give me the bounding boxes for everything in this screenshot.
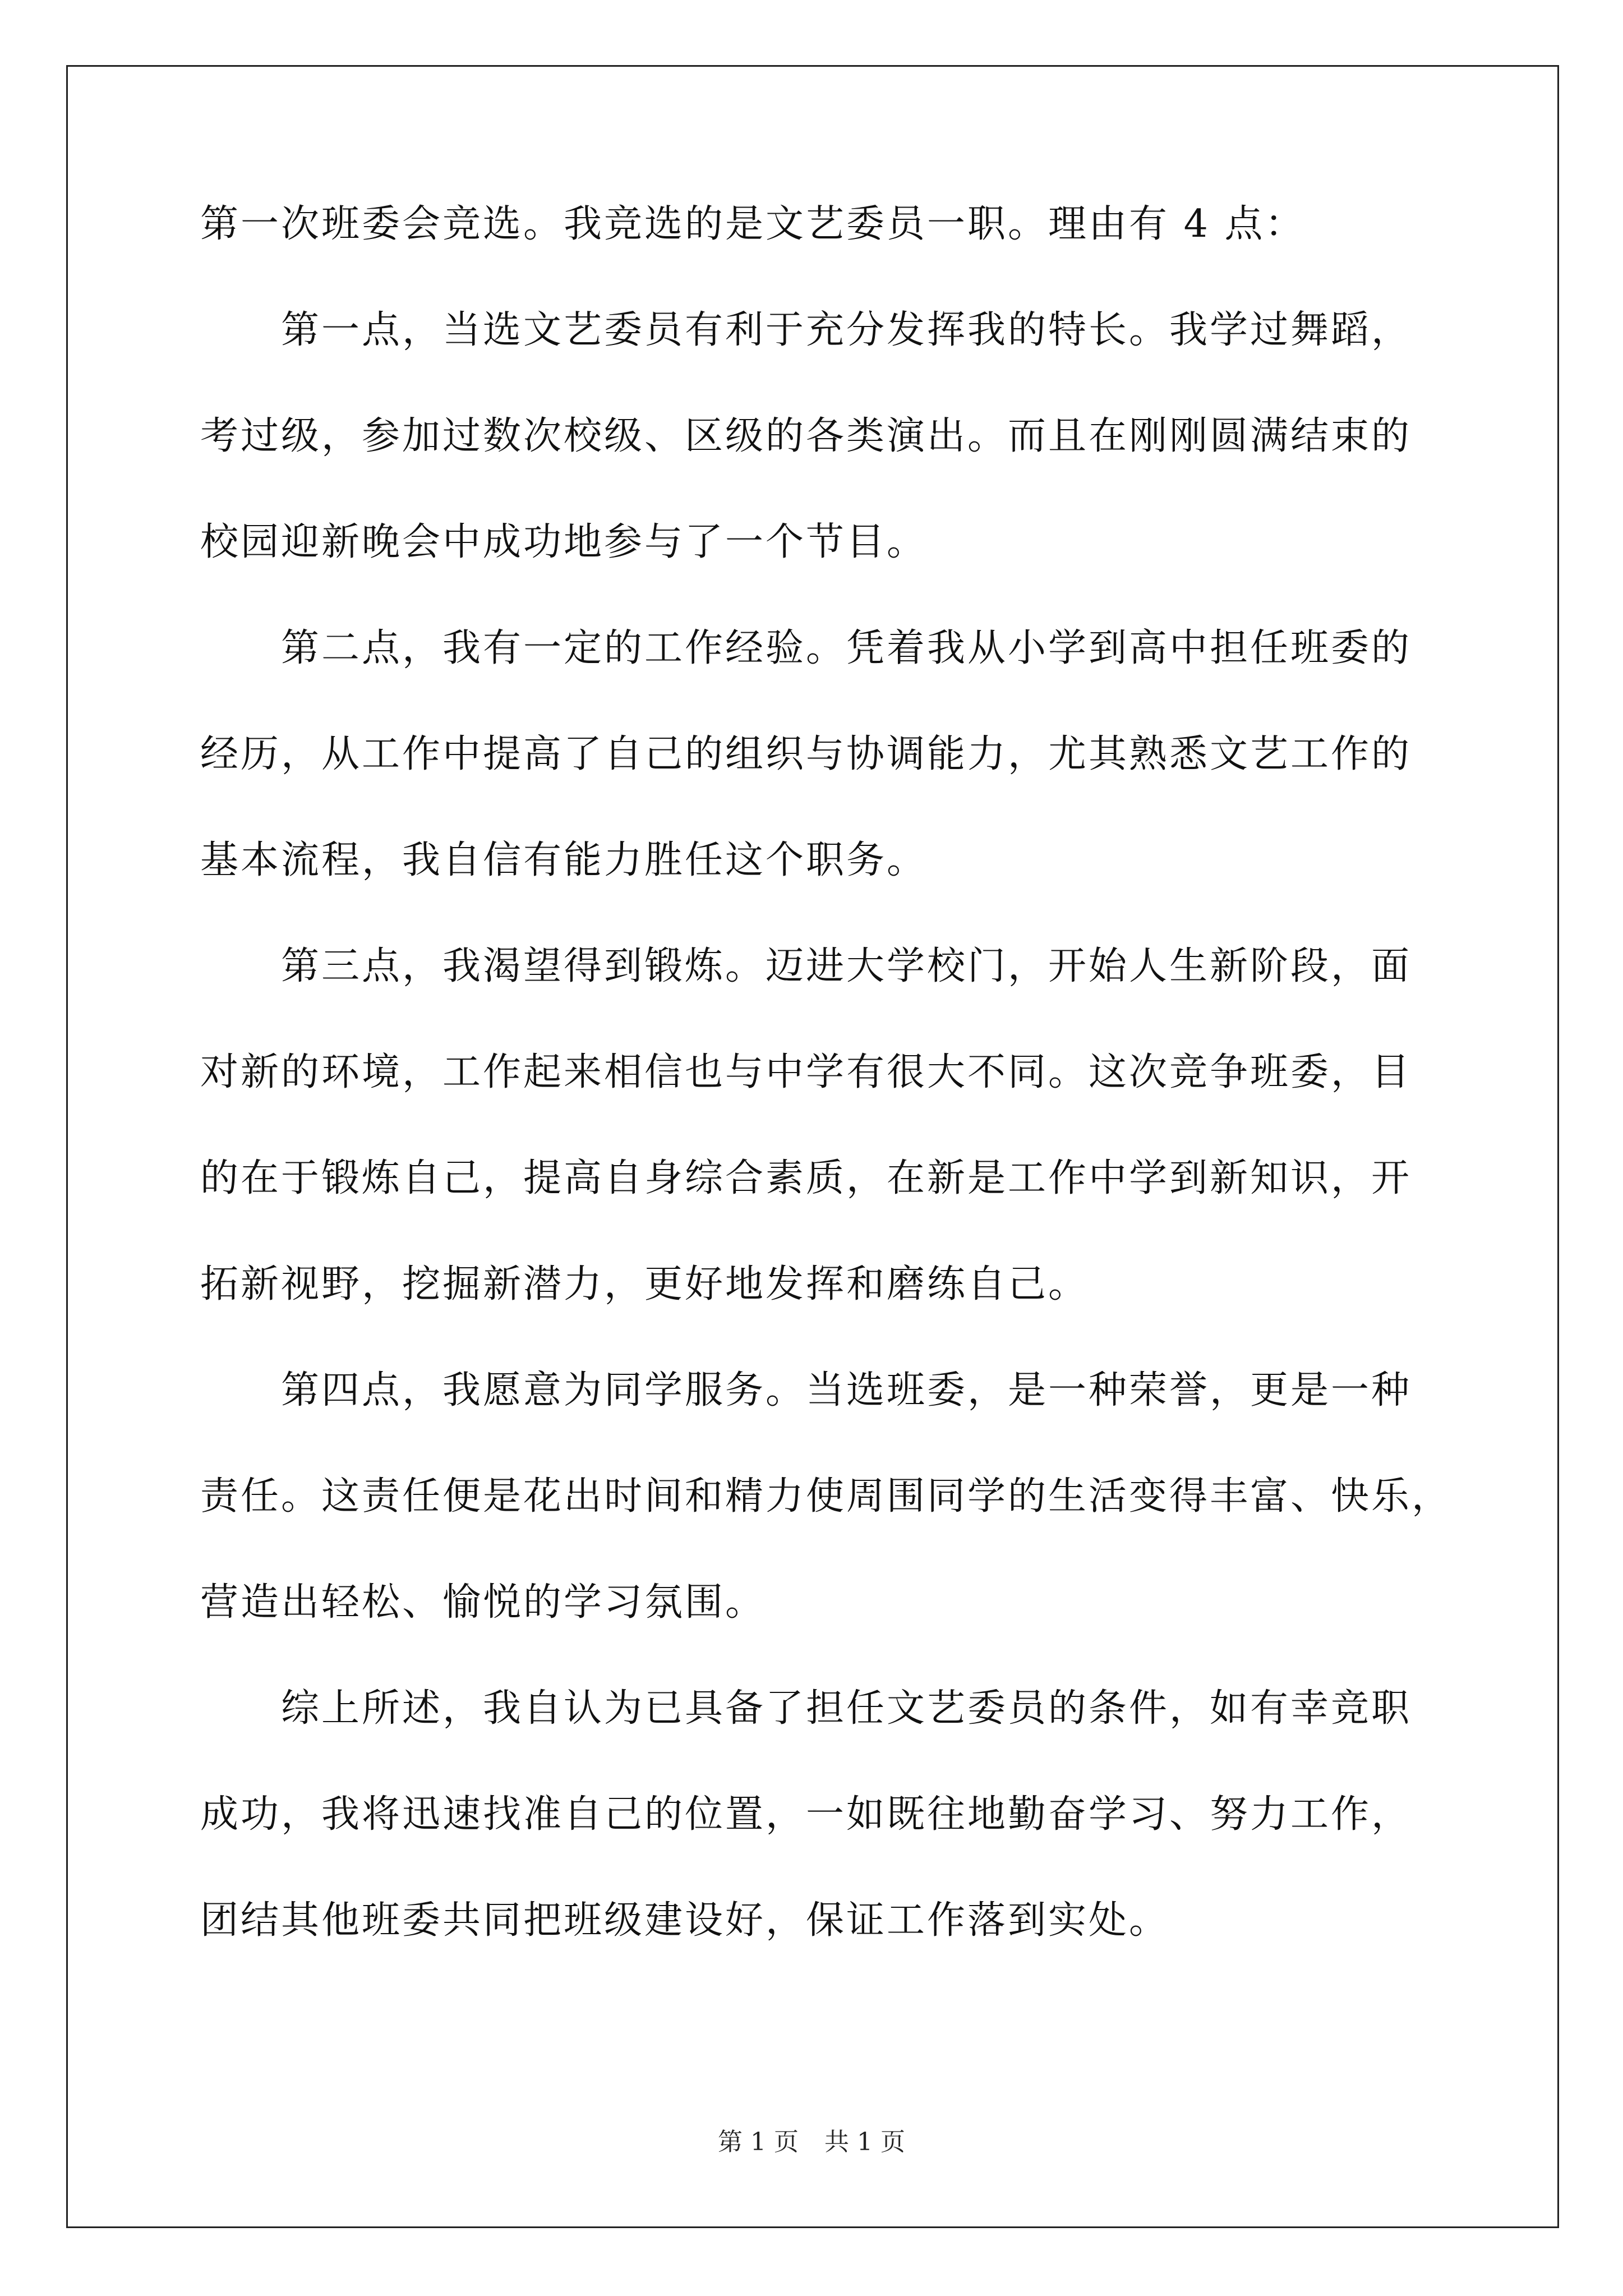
- paragraph-line: 综上所述，我自认为已具备了担任文艺委员的条件，如有幸竞职: [281, 1686, 1412, 1731]
- page-footer: [0, 2130, 1623, 2155]
- paragraph-line: 第一次班委会竞选。我竞选的是文艺委员一职。理由有 4 点：: [200, 202, 1306, 246]
- paragraph-line: 对新的环境，工作起来相信也与中学有很大不同。这次竞争班委，目: [200, 1050, 1412, 1094]
- paragraph-line: 责任。这责任便是花出时间和精力使周围同学的生活变得丰富、快乐，: [200, 1474, 1453, 1519]
- paragraph-line: 第四点，我愿意为同学服务。当选班委，是一种荣誉，更是一种: [281, 1368, 1412, 1412]
- paragraph-line: 成功，我将迅速找准自己的位置，一如既往地勤奋学习、努力工作，: [200, 1792, 1412, 1837]
- page-number: 第 1 页: [718, 2128, 799, 2156]
- paragraph-line: 考过级，参加过数次校级、区级的各类演出。而且在刚刚圆满结束的: [200, 414, 1412, 458]
- paragraph-line: 第一点，当选文艺委员有利于充分发挥我的特长。我学过舞蹈，: [281, 308, 1412, 352]
- paragraph-line: 经历，从工作中提高了自己的组织与协调能力，尤其熟悉文艺工作的: [200, 732, 1412, 776]
- paragraph-line: 第三点，我渴望得到锻炼。迈进大学校门，开始人生新阶段，面: [281, 944, 1412, 988]
- paragraph-line: 第二点，我有一定的工作经验。凭着我从小学到高中担任班委的: [281, 626, 1412, 670]
- paragraph-line: 团结其他班委共同把班级建设好，保证工作落到实处。: [200, 1898, 1170, 1943]
- paragraph-line: 校园迎新晚会中成功地参与了一个节目。: [200, 520, 928, 564]
- page-total: 共 1 页: [824, 2128, 905, 2156]
- paragraph-line: 拓新视野，挖掘新潜力，更好地发挥和磨练自己。: [200, 1262, 1089, 1306]
- document-body: [200, 202, 1456, 2008]
- paragraph-line: 的在于锻炼自己，提高自身综合素质，在新是工作中学到新知识，开: [200, 1156, 1412, 1200]
- paragraph-line: 营造出轻松、愉悦的学习氛围。: [200, 1580, 766, 1625]
- paragraph-line: 基本流程，我自信有能力胜任这个职务。: [200, 838, 928, 882]
